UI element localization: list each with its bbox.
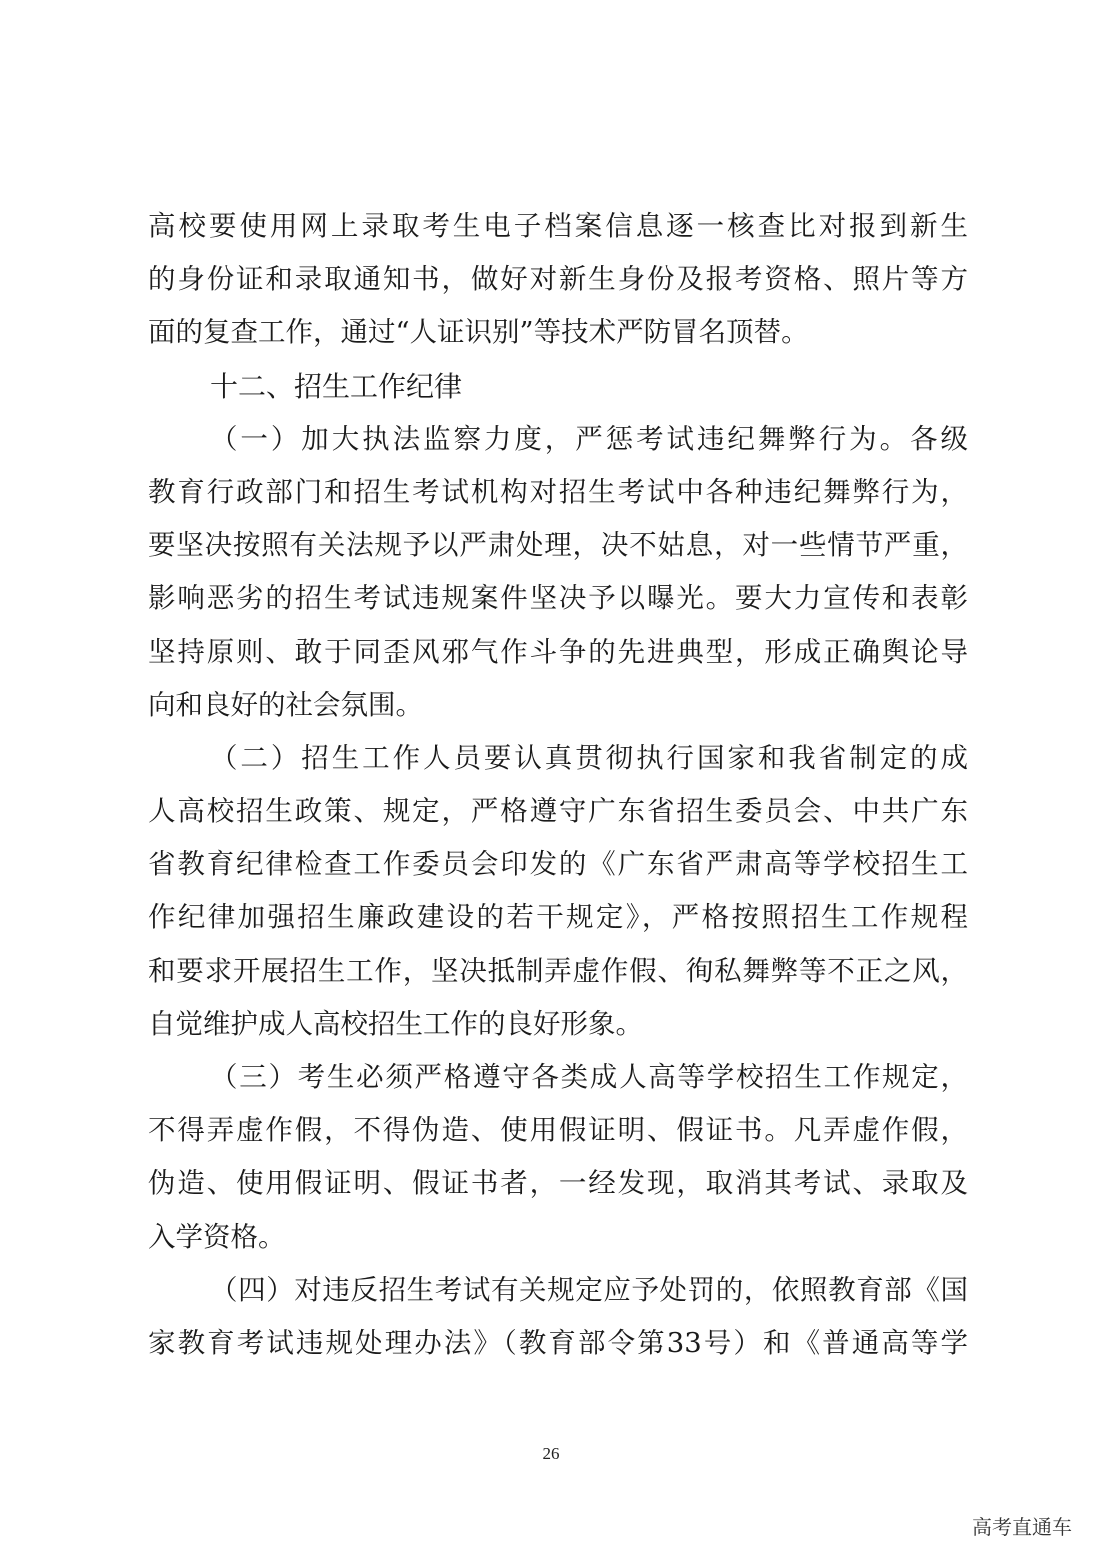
text-line: 作纪律加强招生廉政建设的若干规定》，严格按照招生工作规程 [148,901,968,934]
text-line: 面的复查工作，通过“人证识别”等技术严防冒名顶替。 [148,316,809,349]
text-line: 入学资格。 [148,1220,286,1253]
document-body [148,200,968,1370]
text-line: 不得弄虚作假，不得伪造、使用假证明、假证书。凡弄虚作假， [148,1114,968,1147]
text-line: 的身份证和录取通知书，做好对新生身份及报考资格、照片等方 [148,263,968,296]
text-line: （四）对违反招生考试有关规定应予处罚的，依照教育部《国 [210,1273,968,1306]
text-line: 伪造、使用假证明、假证书者，一经发现，取消其考试、录取及 [148,1167,968,1200]
text-line: 和要求开展招生工作，坚决抵制弄虚作假、徇私舞弊等不正之风， [148,954,968,987]
text-line: 高校要使用网上录取考生电子档案信息逐一核查比对报到新生 [148,210,968,242]
text-line: 家教育考试违规处理办法》（教育部令第33号）和《普通高等学 [148,1326,968,1359]
text-line: （一）加大执法监察力度，严惩考试违纪舞弊行为。各级 [210,422,968,455]
text-line: 教育行政部门和招生考试机构对招生考试中各种违纪舞弊行为， [148,475,968,508]
text-line: 坚持原则、敢于同歪风邪气作斗争的先进典型，形成正确舆论导 [148,635,968,668]
text-line: 影响恶劣的招生考试违规案件坚决予以曝光。要大力宣传和表彰 [148,582,968,615]
watermark-text: 高考直通车 [972,1515,1072,1539]
text-line: 自觉维护成人高校招生工作的良好形象。 [148,1007,643,1040]
text-line: 要坚决按照有关法规予以严肃处理，决不姑息，对一些情节严重， [148,529,968,562]
text-line: （二）招生工作人员要认真贯彻执行国家和我省制定的成 [210,741,968,774]
text-line: （三）考生必须严格遵守各类成人高等学校招生工作规定， [210,1061,968,1093]
text-line: 省教育纪律检查工作委员会印发的《广东省严肃高等学校招生工 [148,848,968,881]
page-number: 26 [542,1444,560,1463]
text-line: 人高校招生政策、规定，严格遵守广东省招生委员会、中共广东 [148,795,968,828]
text-line: 向和良好的社会氛围。 [148,688,423,721]
section-heading: 十二、招生工作纪律 [210,369,463,403]
